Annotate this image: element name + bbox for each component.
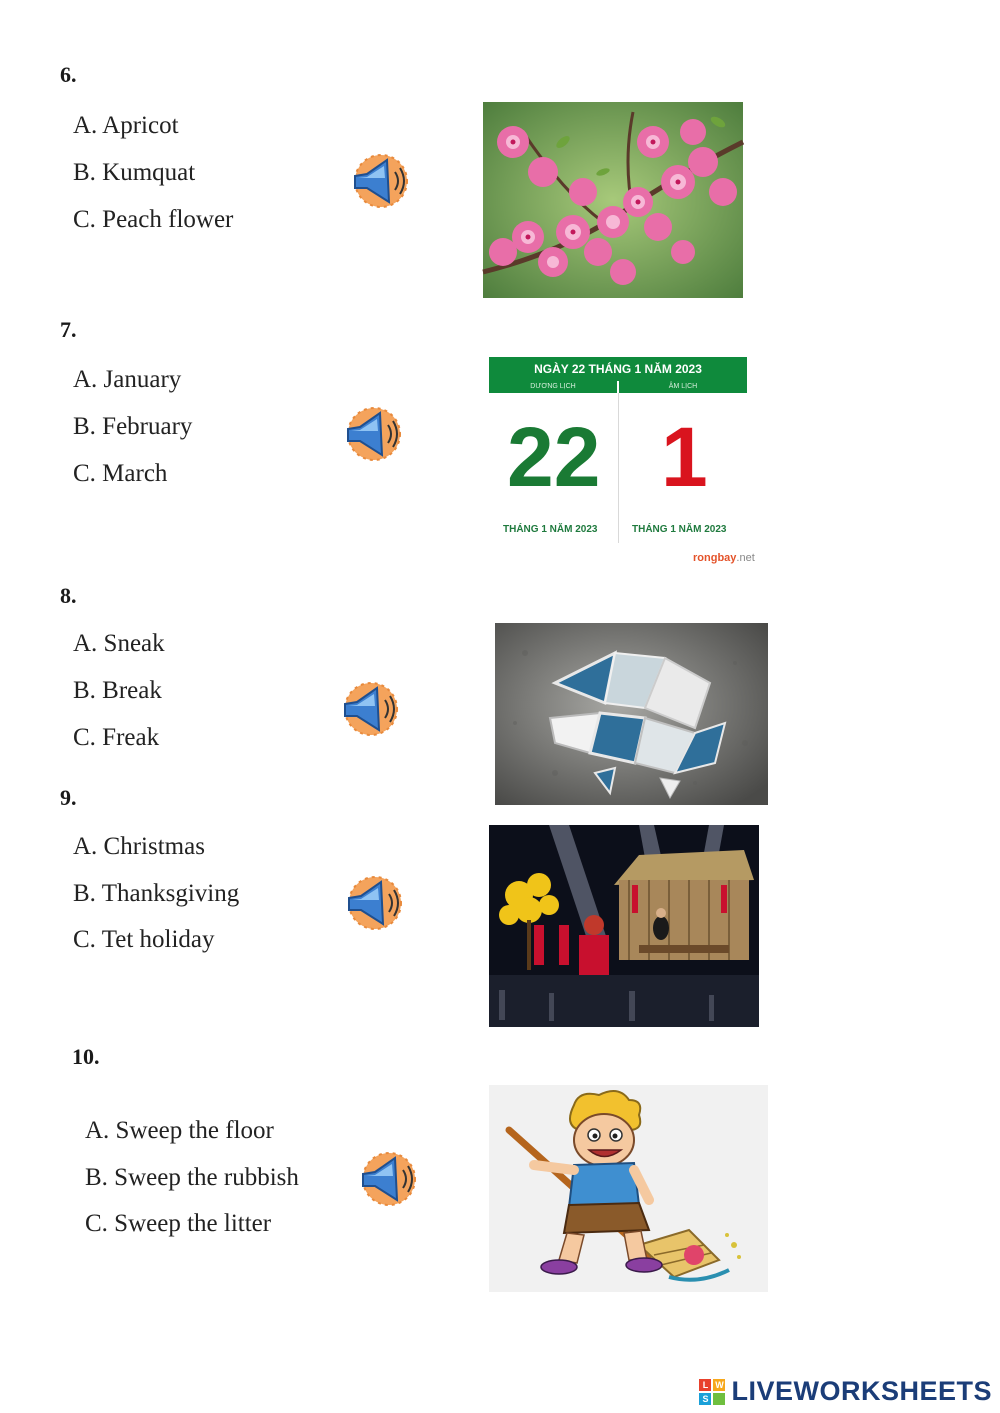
logo-tile-w-icon: W [715, 1379, 724, 1390]
calendar-lunar-footer: THÁNG 1 NĂM 2023 [632, 524, 727, 535]
calendar-header: NGÀY 22 THÁNG 1 NĂM 2023 [489, 357, 747, 381]
q9-option-c[interactable]: C. Tet holiday [73, 926, 215, 953]
q9-speaker-icon[interactable] [341, 870, 405, 934]
q6-option-c[interactable]: C. Peach flower [73, 206, 234, 233]
calendar-site-suffix: .net [736, 552, 755, 564]
q9-option-b[interactable]: B. Thanksgiving [73, 880, 240, 907]
calendar-solar-label: DƯƠNG LỊCH [489, 381, 617, 393]
logo-tile-blank-icon [713, 1393, 725, 1405]
logo-tile-l-icon: L [699, 1379, 711, 1391]
q7-option-c[interactable]: C. March [73, 460, 168, 487]
question-10-number: 10. [72, 1044, 100, 1069]
q8-option-a[interactable]: A. Sneak [73, 630, 165, 657]
question-8-number: 8. [60, 583, 77, 608]
q10-option-c[interactable]: C. Sweep the litter [85, 1210, 272, 1237]
calendar-solar-footer: THÁNG 1 NĂM 2023 [503, 524, 598, 535]
question-9-number: 9. [60, 785, 77, 810]
q7-option-a[interactable]: A. January [73, 366, 182, 393]
liveworksheets-brand-name: LIVEWORKSHEETS [731, 1376, 992, 1406]
q10-option-a[interactable]: A. Sweep the floor [85, 1117, 274, 1144]
calendar-lunar-day: 1 [661, 410, 708, 504]
liveworksheets-logo[interactable] [699, 1376, 992, 1407]
q7-option-b[interactable]: B. February [73, 413, 193, 440]
calendar-site-name: rongbay [693, 552, 737, 564]
question-7-number: 7. [60, 317, 77, 342]
q7-speaker-icon[interactable] [340, 401, 404, 465]
liveworksheets-logo-icon [699, 1379, 725, 1405]
calendar-solar-day: 22 [507, 410, 601, 504]
q10-speaker-icon[interactable] [355, 1146, 419, 1210]
tet-stage-image [489, 825, 759, 1027]
q9-option-a[interactable]: A. Christmas [73, 833, 205, 860]
boy-sweeping-image [489, 1085, 768, 1292]
logo-tile-s-icon: S [699, 1393, 711, 1405]
calendar-image [489, 357, 755, 567]
q8-option-b[interactable]: B. Break [73, 677, 162, 704]
question-6-number: 6. [60, 62, 77, 87]
q8-option-c[interactable]: C. Freak [73, 724, 160, 751]
q6-option-b[interactable]: B. Kumquat [73, 159, 196, 186]
broken-plate-image [495, 623, 768, 805]
peach-blossom-image [483, 102, 743, 298]
calendar-divider [618, 393, 619, 543]
q8-speaker-icon[interactable] [337, 676, 401, 740]
calendar-site-logo [693, 552, 755, 564]
q10-option-b[interactable]: B. Sweep the rubbish [85, 1164, 299, 1191]
q6-option-a[interactable]: A. Apricot [73, 112, 179, 139]
calendar-lunar-label: ÂM LỊCH [619, 381, 747, 393]
q6-speaker-icon[interactable] [347, 148, 411, 212]
